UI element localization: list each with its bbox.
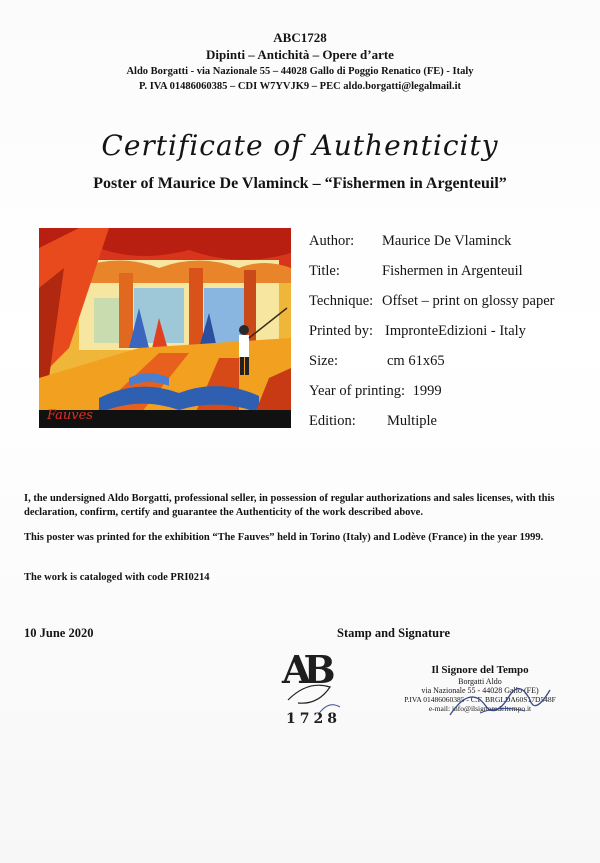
logo-letters: AB <box>282 647 328 692</box>
logo-scribble-icon <box>268 645 348 745</box>
painting-illustration <box>39 228 291 428</box>
detail-value: Offset – print on glossy paper <box>382 293 555 309</box>
stamp-address: via Nazionale 55 - 44028 Gallo (FE) <box>421 686 539 695</box>
certificate-date: 10 June 2020 <box>24 626 94 640</box>
artwork-title: Poster of Maurice De Vlaminck – “Fishermen in Argenteuil” <box>93 175 507 192</box>
artwork-image <box>39 228 291 428</box>
header-code: ABC1728 <box>273 30 327 45</box>
detail-value: Fishermen in Argenteuil <box>382 263 523 279</box>
header-address: Aldo Borgatti - via Nazionale 55 – 44028 Gallo di Poggio Renatico (FE) - Italy <box>126 66 474 77</box>
detail-label: Technique: <box>309 293 374 309</box>
detail-author <box>309 233 512 250</box>
header-subtitle: Dipinti – Antichità – Opere d’arte <box>206 47 394 62</box>
exhibition-note: This poster was printed for the exhibition “The Fauves” held in Torino (Italy) and Lodève (France) in the year 1999. <box>24 532 544 543</box>
stamp-signature-label: Stamp and Signature <box>337 626 450 640</box>
detail-value: Multiple <box>387 413 437 429</box>
detail-value: 1999 <box>412 383 442 399</box>
handwritten-signature <box>440 675 560 735</box>
detail-label: Printed by: <box>309 323 374 339</box>
certificate-title: Certificate of Authenticity <box>101 129 499 162</box>
detail-technique <box>309 293 555 310</box>
logo-number: 1728 <box>286 711 341 727</box>
stamp-email: e-mail: info@ilsignoredeltempo.it <box>428 704 532 713</box>
company-logo <box>268 645 348 745</box>
detail-year <box>309 383 442 400</box>
detail-label: Title: <box>309 263 340 279</box>
header-fiscal: P. IVA 01486060385 – CDI W7YVJK9 – PEC aldo.borgatti@legalmail.it <box>139 81 461 92</box>
painting-signature: Fauves <box>47 408 93 423</box>
declaration-text: I, the undersigned Aldo Borgatti, professional seller, in possession of regular authorizations and sales licenses, with this declaration, confirm, certify and guarantee the Authenticity of the work described above. <box>24 493 555 518</box>
detail-value: cm 61x65 <box>387 353 445 369</box>
detail-label: Size: <box>309 353 338 369</box>
catalog-note: The work is cataloged with code PRI0214 <box>24 572 210 583</box>
stamp-owner: Borgatti Aldo <box>458 677 502 686</box>
detail-label: Author: <box>309 233 355 249</box>
stamp-tax: P.IVA 01486060385 - C.F. BRGLDA60S17D548F <box>404 695 556 704</box>
detail-value: Maurice De Vlaminck <box>382 233 512 249</box>
detail-label: Year of printing: <box>309 383 405 399</box>
detail-label: Edition: <box>309 413 356 429</box>
detail-printed-by <box>309 323 526 340</box>
detail-edition <box>309 413 437 430</box>
stamp-name: Il Signore del Tempo <box>431 664 529 676</box>
detail-size <box>309 353 445 370</box>
detail-value: ImpronteEdizioni - Italy <box>385 323 526 339</box>
detail-title <box>309 263 523 280</box>
